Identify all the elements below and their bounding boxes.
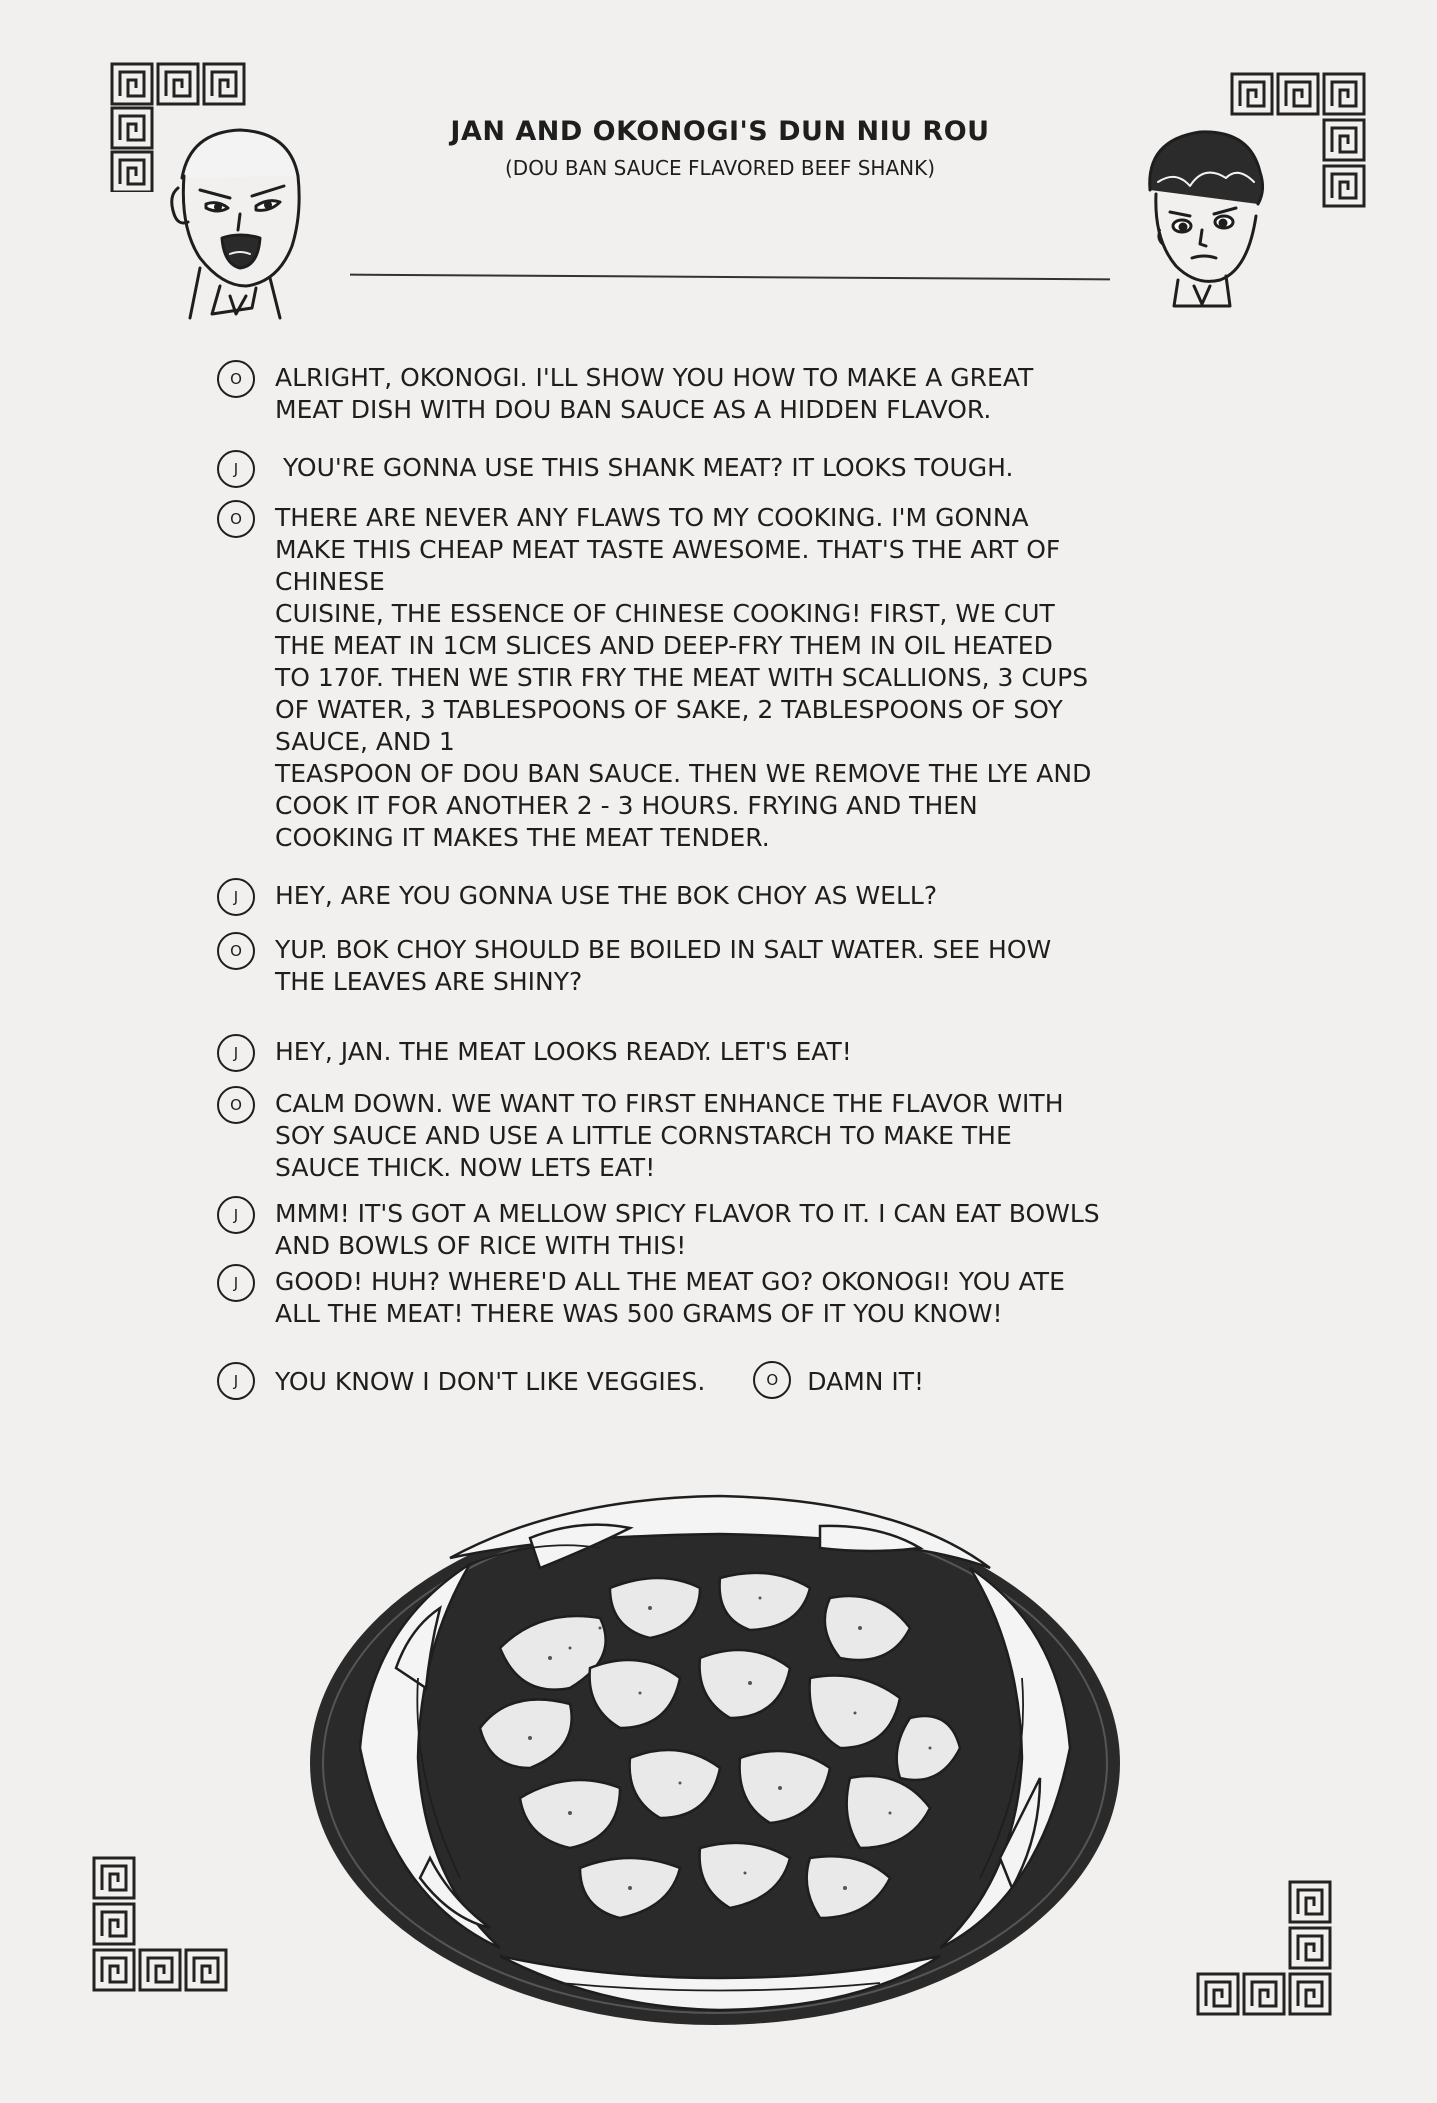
dialogue-line	[215, 452, 1115, 484]
dialogue-text: CALM DOWN. WE WANT TO FIRST ENHANCE THE FLAVOR WITH	[275, 1089, 1064, 1118]
speaker-badge-jan: J	[217, 1196, 255, 1234]
dialogue-text: GOOD! HUH? WHERE'D ALL THE MEAT GO? OKONOGI! YOU ATE	[275, 1267, 1065, 1296]
dialogue-line	[215, 1198, 1115, 1262]
dialogue-text: SAUCE THICK. NOW LETS EAT!	[275, 1153, 656, 1182]
dialogue-text: COOKING IT MAKES THE MEAT TENDER.	[275, 823, 770, 852]
dialogue-text: YOU KNOW I DON'T LIKE VEGGIES.	[275, 1367, 706, 1396]
dialogue-text: TO 170F. THEN WE STIR FRY THE MEAT WITH SCALLIONS, 3 CUPS	[275, 663, 1089, 692]
speaker-badge-okonogi: O	[217, 500, 255, 538]
recipe-subtitle: (DOU BAN SAUCE FLAVORED BEEF SHANK)	[504, 156, 936, 180]
dialogue-reply-text: DAMN IT!	[807, 1367, 925, 1396]
okonogi-portrait	[160, 118, 320, 332]
greek-key-ornament-bottom-right	[1196, 1880, 1336, 2020]
dialogue-text: THE MEAT IN 1CM SLICES AND DEEP-FRY THEM IN OIL HEATED	[275, 631, 1053, 660]
dialogue-text: HEY, JAN. THE MEAT LOOKS READY. LET'S EAT!	[275, 1037, 852, 1066]
header-divider	[350, 274, 1110, 281]
recipe-title: JAN AND OKONOGI'S DUN NIU ROU	[450, 115, 990, 147]
dialogue-line	[215, 1036, 1115, 1068]
recipe-title-row	[450, 103, 990, 159]
dialogue-row	[275, 1364, 1115, 1402]
dialogue-text: ALL THE MEAT! THERE WAS 500 GRAMS OF IT YOU KNOW!	[275, 1299, 1003, 1328]
dialogue-text: YUP. BOK CHOY SHOULD BE BOILED IN SALT WATER. SEE HOW	[275, 935, 1052, 964]
speaker-badge-okonogi: O	[217, 932, 255, 970]
dialogue-line	[215, 1088, 1115, 1184]
dialogue-text: COOK IT FOR ANOTHER 2 - 3 HOURS. FRYING AND THEN	[275, 791, 978, 820]
dialogue-text: SOY SAUCE AND USE A LITTLE CORNSTARCH TO MAKE THE	[275, 1121, 1012, 1150]
speaker-badge-jan: J	[217, 1264, 255, 1302]
speaker-badge-okonogi: O	[753, 1361, 791, 1399]
speaker-badge-okonogi: O	[217, 360, 255, 398]
dialogue-line	[215, 362, 1115, 426]
dialogue-text: CHINESE	[275, 567, 385, 596]
dialogue-text: THE LEAVES ARE SHINY?	[275, 967, 583, 996]
dialogue-text: MAKE THIS CHEAP MEAT TASTE AWESOME. THAT'S THE ART OF	[275, 535, 1061, 564]
dialogue-text: SAUCE, AND 1	[275, 727, 455, 756]
dialogue-list	[215, 362, 1115, 1402]
dialogue-text: YOU'RE GONNA USE THIS SHANK MEAT? IT LOOKS TOUGH.	[283, 453, 1014, 482]
dialogue-line	[215, 502, 1115, 854]
dialogue-text: MMM! IT'S GOT A MELLOW SPICY FLAVOR TO IT. I CAN EAT BOWLS	[275, 1199, 1100, 1228]
dialogue-text: TEASPOON OF DOU BAN SAUCE. THEN WE REMOVE THE LYE AND	[275, 759, 1092, 788]
speaker-badge-jan: J	[217, 1362, 255, 1400]
speaker-badge-jan: J	[217, 1034, 255, 1072]
dialogue-line	[215, 1364, 1115, 1402]
speaker-badge-jan: J	[217, 450, 255, 488]
greek-key-ornament-bottom-left	[92, 1856, 232, 1996]
speaker-badge-jan: J	[217, 878, 255, 916]
speaker-badge-okonogi: O	[217, 1086, 255, 1124]
dialogue-text: THERE ARE NEVER ANY FLAWS TO MY COOKING. I'M GONNA	[275, 503, 1029, 532]
dialogue-text: HEY, ARE YOU GONNA USE THE BOK CHOY AS WELL?	[275, 881, 938, 910]
dialogue-text: ALRIGHT, OKONOGI. I'LL SHOW YOU HOW TO MAKE A GREAT	[275, 363, 1034, 392]
dialogue-text: OF WATER, 3 TABLESPOONS OF SAKE, 2 TABLESPOONS OF SOY	[275, 695, 1063, 724]
dialogue-line	[215, 934, 1115, 998]
jan-portrait	[1130, 120, 1280, 324]
dialogue-text: AND BOWLS OF RICE WITH THIS!	[275, 1231, 687, 1260]
dialogue-line	[215, 1266, 1115, 1330]
dialogue-text: CUISINE, THE ESSENCE OF CHINESE COOKING! FIRST, WE CUT	[275, 599, 1055, 628]
beef-shank-dish-illustration	[300, 1478, 1130, 2042]
dialogue-text: MEAT DISH WITH DOU BAN SAUCE AS A HIDDEN FLAVOR.	[275, 395, 992, 424]
dialogue-line	[215, 880, 1115, 912]
